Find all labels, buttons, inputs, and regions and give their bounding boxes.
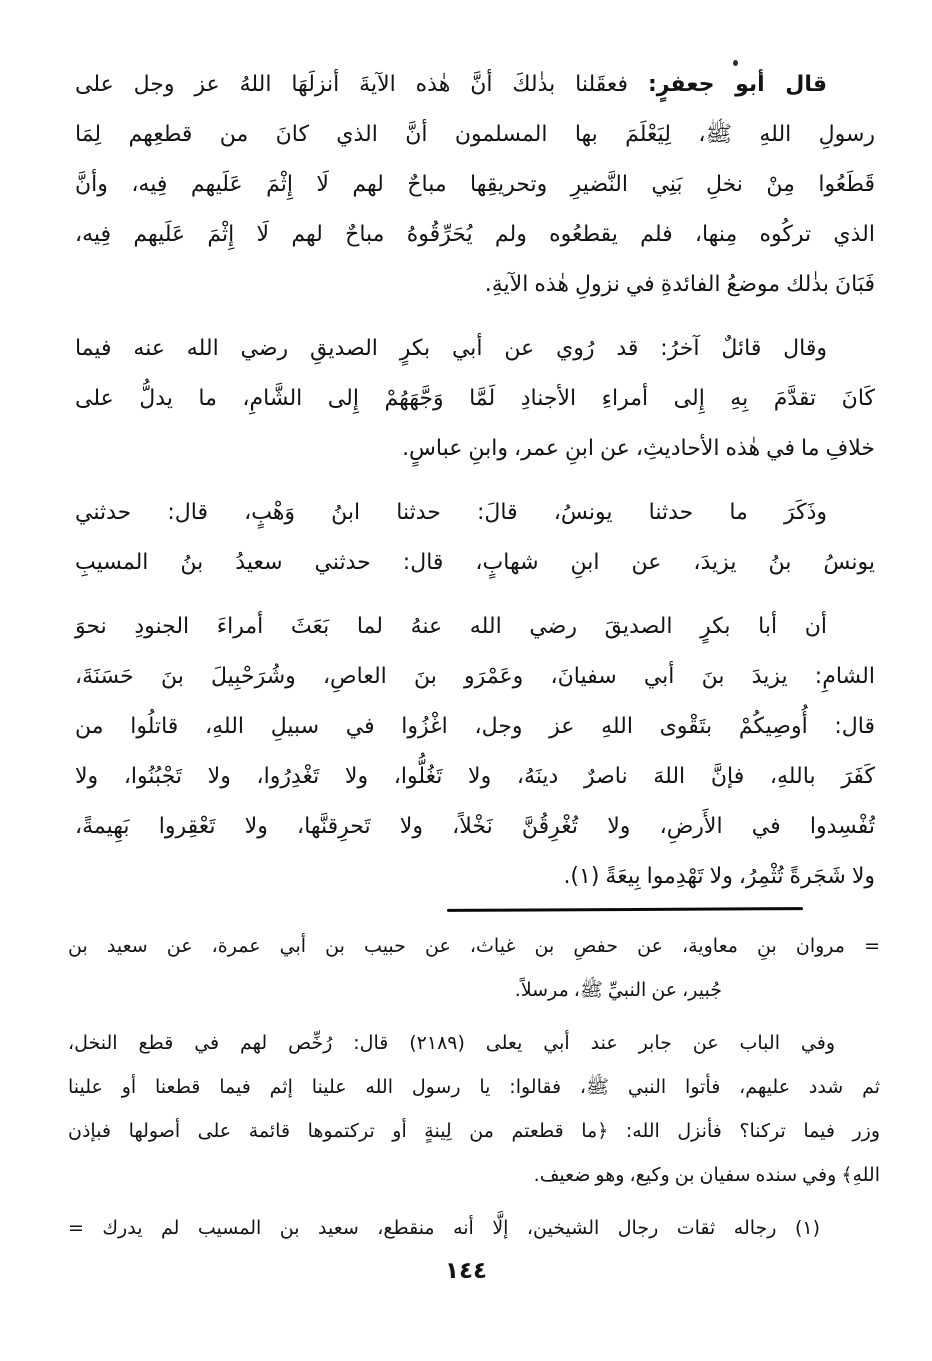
text-line: ولا شَجَرةً تُثْمِرُ، ولا تَهْدِموا بِيعَةً (١). [563,864,875,889]
paragraph-isnad [75,488,875,588]
paragraph-abu-bakr-hadith [75,602,875,902]
text-line: فَبَانَ بذٰلك موضعُ الفائدةِ في نزولِ هٰذه الآيةِ. [484,272,875,297]
footnote-line: = مروان بنِ معاوية، عن حفصِ بن غياث، عن حبيب بن أبي عمرة، عن سعيد بن [68,935,880,957]
speaker-name: قال أبو جعفرٍ: [647,72,827,97]
footnote-bab-entry [68,1021,880,1197]
text-span: فعقَلنا بذٰلكَ أنَّ هٰذه الآيةَ أنزلَهَا اللهُ عز وجل على [75,72,648,97]
text-line: كَفَرَ باللهِ، فإنَّ اللهَ ناصرٌ دينَهُ، ولا تَغُلُّوا، ولا تَغْدِرُوا، ولا تَجْبُنُوا، ولا [75,764,875,789]
text-line: رسولِ اللهِ ﷺ، لِيَعْلَمَ بها المسلمون أنَّ الذي كانَ من قطعِهم لِمَا [75,122,875,147]
text-line: خلافِ ما في هٰذه الأحاديثِ، عن ابنِ عمر، وابنِ عباسٍ. [402,436,875,461]
footnote-line: وفي الباب عن جابر عند أبي يعلى (٢١٨٩) قال: رُخِّص لهم في قطع النخل، [68,1032,835,1054]
text-line: كَانَ تقدَّمَ بِهِ إِلى أمراءِ الأجنادِ لَمَّا وَجَّهَهُمْ إِلى الشَّامِ، ما يدلُّ على [75,386,875,411]
footnote-line: وزر فيما تركنا؟ فأنزل الله: ﴿ما قطعتم من لِينةٍ أو تركتموها قائمة على أصولها فبإذن [68,1120,880,1142]
text-line: تُفْسِدوا في الأَرضِ، ولا تُغْرِقُنَّ نَخْلاً، ولا تَحرِقنَّها، ولا تَعْقِروا بَهِيمةً، [75,814,875,839]
main-text-block [75,60,875,916]
text-line: الشامِ: يزيدَ بنَ أبي سفيانَ، وعَمْرَو بنَ العاصِ، وشُرَحْبِيلَ بنَ حَسَنَةَ، [75,664,875,689]
text-line: يونسُ بنُ يزيدَ، عن ابنِ شهابٍ، قال: حدثني سعيدُ بنُ المسيبِ [75,550,875,575]
footnote-line: (١) رجاله ثقات رجال الشيخين، إلَّا أنه منقطع، سعيد بن المسيب لم يدرك = [68,1217,820,1239]
text-line: وذَكَرَ ما حدثنا يونسُ، قالَ: حدثنا ابنُ وَهْبٍ، قال: حدثني [75,500,827,525]
footnote-continuation [68,924,880,1012]
footnote-note-1 [68,1206,880,1250]
footnote-line: جُبير، عن النبيِّ ﷺ، مرسلاً. [514,979,722,1001]
page-number: ١٤٤ [444,1258,488,1284]
text-line: قَطَعُوا مِنْ نخلِ بَنِي النَّضيرِ وتحريقِها مباحٌ لهم لَا إِثْمَ عَلَيهم فِيه، وأنَّ [75,172,875,197]
paragraph-other-speaker [75,324,875,474]
text-line: قال: أُوصِيكُمْ بتَقْوى اللهِ عز وجل، اغْزُوا في سبيلِ اللهِ، قاتلُوا من [75,714,875,739]
text-line [75,60,875,110]
footnote-line: اللهِ﴾ وفي سنده سفيان بن وكيع، وهو ضعيف. [533,1164,880,1186]
paragraph-abu-jafar [75,60,875,310]
footnotes-block [68,924,880,1259]
text-line: الذي تركُوه مِنها، فلم يقطعُوه ولم يُحَرِّقُوهُ مباحٌ لهم لَا إِثْمَ عَلَيهم فِيه، [75,222,875,247]
text-line: أن أبا بكرٍ الصديقَ رضي الله عنهُ لما بَعَثَ أمراءَ الجنودِ نحوَ [75,614,827,639]
text-line: وقال قائلٌ آخرُ: قد رُوي عن أبي بكرٍ الصديقِ رضي الله عنه فيما [75,336,827,361]
footnote-line: ثم شدد عليهم، فأتوا النبي ﷺ، فقالوا: يا رسول الله علينا إثم فيما قطعنا أو علينا [68,1076,880,1098]
